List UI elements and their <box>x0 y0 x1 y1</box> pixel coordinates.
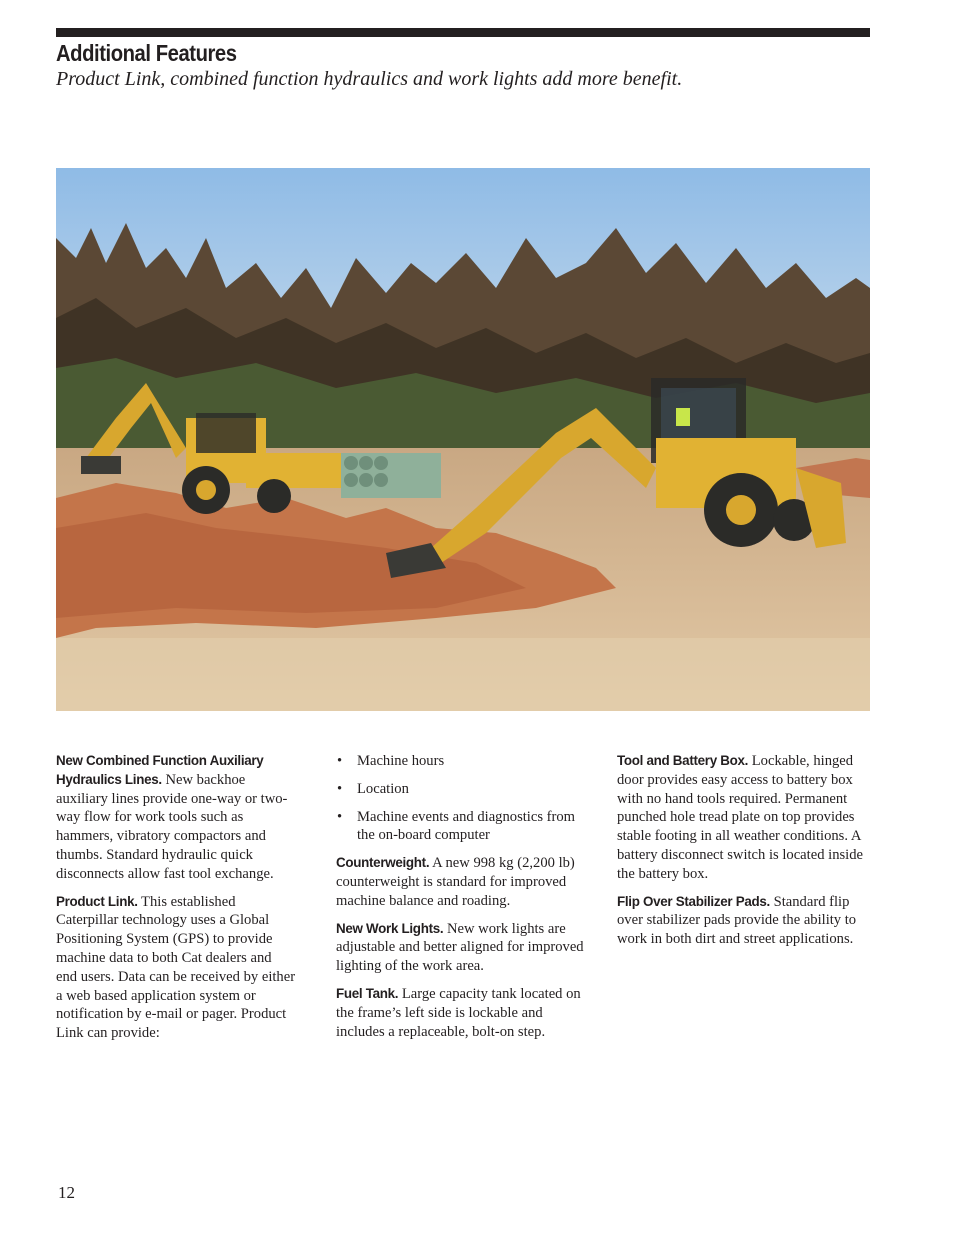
counterweight-heading: Counterweight. <box>336 855 430 871</box>
header-rule <box>56 28 870 37</box>
hydraulics-paragraph <box>56 752 296 884</box>
page-subtitle: Product Link, combined function hydraulics and work lights add more benefit. <box>56 68 683 90</box>
column-1 <box>56 752 296 1052</box>
page-title: Additional Features <box>56 40 237 66</box>
hydraulics-text: New backhoe auxiliary lines provide one-way or two-way flow for work tools such as hammers, vibratory compactors and thumbs. Standard hydraulic quick disconnects allow fast tool exchange. <box>56 771 288 882</box>
product-link-heading: Product Link. <box>56 893 138 909</box>
list-item: • Machine hours <box>337 753 445 769</box>
tool-box-heading: Tool and Battery Box. <box>617 753 749 768</box>
column-3 <box>617 752 873 958</box>
fuel-tank-text: Large capacity tank located on the frame’s left side is lockable and includes a replaceable, bolt-on step. <box>336 985 581 1040</box>
product-link-text: This established Caterpillar technology uses a Global Positioning System (GPS) to provide machine data to both Cat dealers and end users. Data can be received by either a web based application system or notification by e-mail or pager. Product Link can provide: <box>56 893 296 1042</box>
list-item: • Location <box>337 780 409 797</box>
product-link-paragraph <box>56 893 296 1043</box>
bullet-icon: • <box>337 780 343 797</box>
bullet-icon: • <box>337 753 343 769</box>
bullet-icon: • <box>337 808 343 825</box>
page-number: 12 <box>58 1183 75 1202</box>
work-lights-paragraph <box>336 920 592 976</box>
stabilizer-heading: Flip Over Stabilizer Pads. <box>617 893 770 909</box>
product-link-list <box>336 752 592 845</box>
fuel-tank-heading: Fuel Tank. <box>336 985 399 1001</box>
stabilizer-text: Standard flip over stabilizer pads provide the ability to work in both dirt and street applications. <box>617 893 857 948</box>
column-2 <box>336 752 592 1050</box>
work-lights-heading: New Work Lights. <box>336 920 444 936</box>
backhoe-loaders-photo <box>56 168 870 711</box>
stabilizer-paragraph <box>617 893 873 949</box>
counterweight-text: A new 998 kg (2,200 lb) counterweight is standard for improved machine balance and roading. <box>336 855 575 909</box>
pipe-stack <box>341 453 441 498</box>
work-lights-text: New work lights are adjustable and better aligned for improved lighting of the work area. <box>336 920 584 975</box>
counterweight-paragraph <box>336 854 592 910</box>
tool-box-text: Lockable, hinged door provides easy access to battery box with no hand tools required. Permanent punched hole tread plate on top provides stable footing in all weather conditions. A battery disconnect switch is located inside the battery box. <box>617 753 863 882</box>
fuel-tank-paragraph <box>336 985 592 1041</box>
tool-box-paragraph <box>617 752 873 884</box>
hydraulics-heading: New Combined Function Auxiliary Hydraulics Lines. <box>56 753 264 787</box>
list-item: • Machine events and diagnostics from the on-board computer <box>337 808 576 844</box>
